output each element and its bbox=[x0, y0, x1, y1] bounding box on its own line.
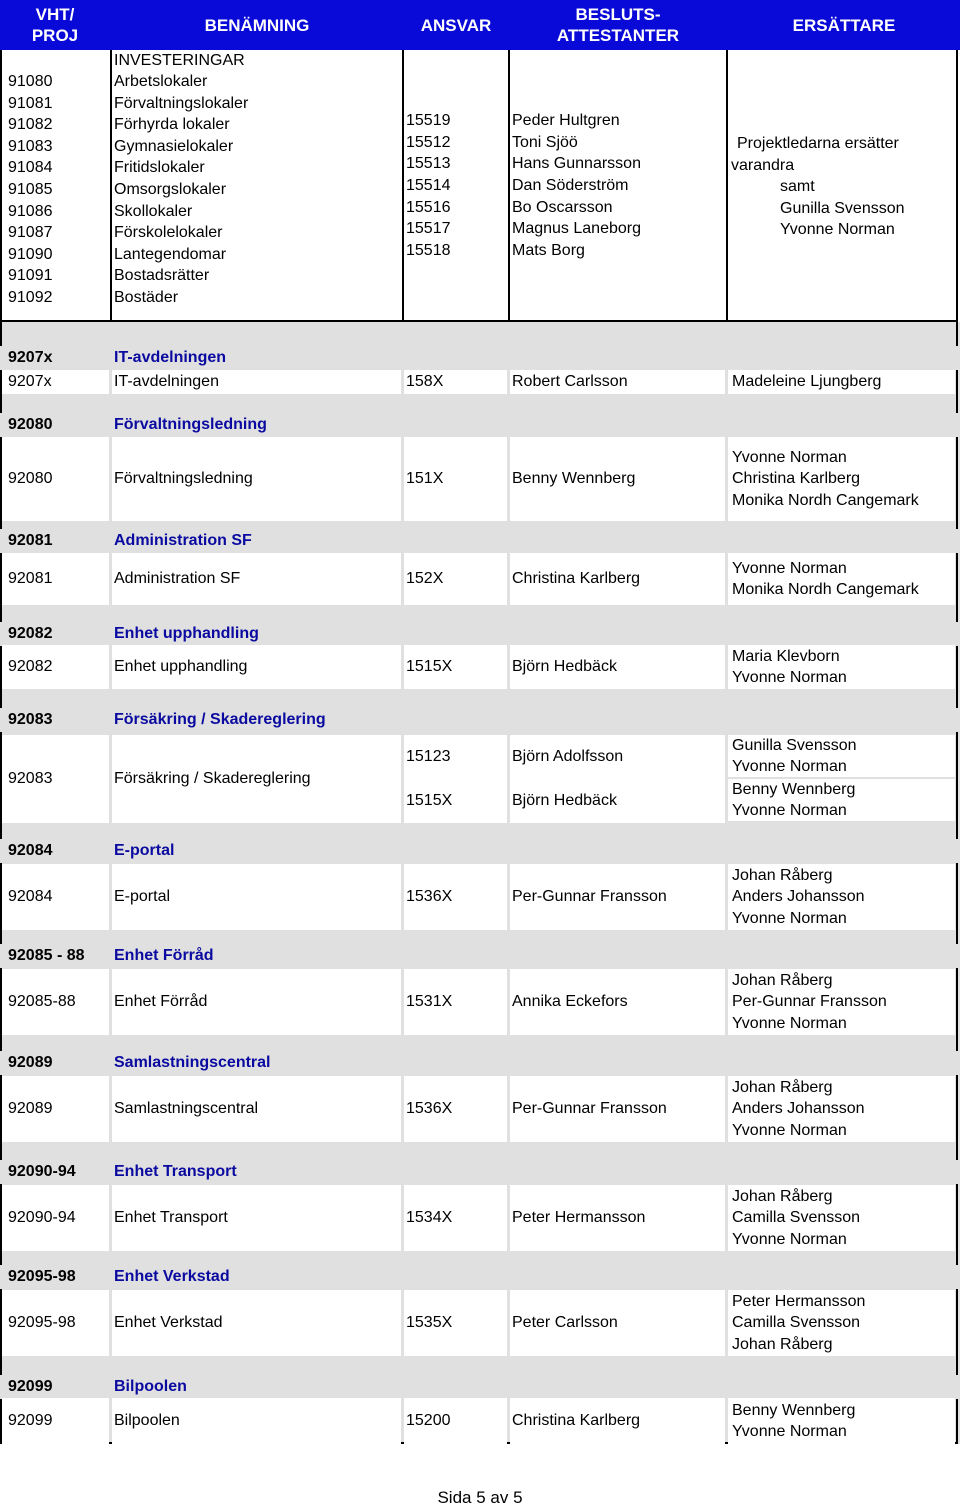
section-name: Enhet Transport bbox=[114, 1163, 237, 1180]
cell-code bbox=[2, 553, 109, 605]
row-code: 92089 bbox=[8, 1100, 53, 1117]
section-row bbox=[0, 553, 960, 605]
row-name: Försäkring / Skadereglering bbox=[114, 770, 311, 787]
divider bbox=[726, 50, 728, 322]
row-name: Enhet Förråd bbox=[114, 993, 208, 1010]
ersattare-name: Madeleine Ljungberg bbox=[732, 373, 882, 391]
cell-ersattare bbox=[728, 1290, 955, 1356]
row-name: IT-avdelningen bbox=[114, 373, 219, 390]
section-name: Enhet Förråd bbox=[114, 947, 214, 964]
row-ansvar: 152X bbox=[406, 570, 444, 587]
table-header bbox=[0, 0, 960, 50]
cell-ersattare bbox=[728, 370, 955, 394]
row-code: 91086 bbox=[8, 202, 53, 220]
header-vht-proj: VHT/ PROJ bbox=[31, 5, 79, 45]
row-attestant: Björn Hedbäck bbox=[512, 658, 617, 675]
row-attestant: Bo Oscarsson bbox=[512, 198, 613, 216]
ersattare-name: Yvonne Norman bbox=[732, 802, 847, 819]
row-attestant: Robert Carlsson bbox=[512, 373, 628, 390]
cell-ansvar bbox=[404, 553, 507, 605]
section-header bbox=[0, 346, 960, 370]
row-ansvar: 1515X bbox=[406, 658, 453, 675]
row-ansvar: 15200 bbox=[406, 1412, 451, 1429]
cell-name bbox=[112, 370, 401, 394]
section-code: 92085 - 88 bbox=[8, 947, 85, 964]
cell-code bbox=[2, 1290, 109, 1356]
section-header bbox=[0, 1160, 960, 1184]
cell-attestant bbox=[510, 1185, 725, 1251]
row-ansvar: 15514 bbox=[406, 177, 451, 194]
row-name: Arbetslokaler bbox=[114, 73, 208, 90]
row-code: 91085 bbox=[8, 181, 53, 198]
row-ansvar: 1515X bbox=[406, 792, 453, 809]
row-code: 91087 bbox=[8, 224, 53, 242]
section-name: Förvaltningsledning bbox=[114, 416, 267, 433]
row-attestant: Toni Sjöö bbox=[512, 133, 578, 151]
row-code: 91081 bbox=[8, 94, 53, 112]
row-name: Förskolelokaler bbox=[114, 224, 223, 242]
section-code: 92089 bbox=[8, 1054, 53, 1071]
section-header bbox=[0, 839, 960, 863]
row-name: Bilpoolen bbox=[114, 1412, 180, 1429]
section-header bbox=[0, 413, 960, 437]
section-name: Enhet Verkstad bbox=[114, 1268, 230, 1285]
section-header bbox=[0, 1375, 960, 1399]
row-name: Omsorgslokaler bbox=[114, 181, 227, 198]
row-name: Enhet upphandling bbox=[114, 658, 248, 675]
ersattare-name: Anders Johansson bbox=[732, 888, 865, 906]
header-benamning: BENÄMNING bbox=[204, 15, 310, 35]
cell-ansvar bbox=[404, 1076, 507, 1142]
row-name: Bostadsrätter bbox=[114, 267, 210, 285]
row-ansvar: 1535X bbox=[406, 1314, 453, 1331]
cell-attestant bbox=[510, 1076, 725, 1142]
section-name: IT-avdelningen bbox=[114, 349, 227, 366]
ersattare-name: Per-Gunnar Fransson bbox=[732, 993, 887, 1011]
row-ansvar: 158X bbox=[406, 373, 444, 390]
divider bbox=[110, 50, 112, 322]
row-ansvar: 151X bbox=[406, 470, 444, 487]
cell-ansvar bbox=[404, 1185, 507, 1251]
ersattare-line: Yvonne Norman bbox=[780, 221, 895, 238]
section-header bbox=[0, 944, 960, 968]
row-ansvar: 15513 bbox=[406, 155, 451, 173]
cell-attestant bbox=[510, 1398, 725, 1444]
cell-attestant bbox=[510, 969, 725, 1035]
row-attestant: Björn Hedbäck bbox=[512, 792, 617, 809]
cell-attestant bbox=[510, 370, 725, 394]
row-code: 91091 bbox=[8, 267, 53, 285]
row-attestant: Christina Karlberg bbox=[512, 1412, 641, 1429]
ersattare-name: Gunilla Svensson bbox=[732, 737, 857, 754]
cell-ansvar bbox=[404, 864, 507, 930]
ersattare-name: Johan Råberg bbox=[732, 1187, 833, 1205]
section-header bbox=[0, 1051, 960, 1075]
row-ansvar: 15518 bbox=[406, 241, 451, 259]
section-row bbox=[0, 969, 960, 1035]
divider bbox=[956, 50, 958, 322]
section-code: 92082 bbox=[8, 625, 53, 642]
cell-ansvar bbox=[404, 1290, 507, 1356]
section-row bbox=[0, 1290, 960, 1356]
row-name: E-portal bbox=[114, 888, 171, 905]
ersattare-name: Yvonne Norman bbox=[732, 1423, 847, 1440]
row-code: 91084 bbox=[8, 159, 53, 177]
section-code: 92084 bbox=[8, 842, 53, 859]
section-code: 92090-94 bbox=[8, 1163, 76, 1180]
section-header bbox=[0, 529, 960, 553]
cell-ansvar bbox=[404, 969, 507, 1035]
ersattare-name: Maria Klevborn bbox=[732, 647, 840, 665]
row-ansvar: 1531X bbox=[406, 993, 453, 1010]
row-code: 91083 bbox=[8, 137, 53, 155]
row-code: 91080 bbox=[8, 73, 53, 90]
row-name: Lantegendomar bbox=[114, 245, 227, 263]
section-row bbox=[0, 1398, 960, 1444]
cell-name bbox=[112, 1076, 401, 1142]
ersattare-name: Johan Råberg bbox=[732, 1078, 833, 1096]
cell-code bbox=[2, 735, 109, 823]
cell-ansvar bbox=[404, 370, 507, 394]
cell-attestant bbox=[510, 553, 725, 605]
cell-name bbox=[112, 553, 401, 605]
cell-ersattare bbox=[728, 437, 955, 521]
header-ersattare: ERSÄTTARE bbox=[792, 15, 896, 35]
ersattare-name: Yvonne Norman bbox=[732, 1014, 847, 1032]
cell-ersattare bbox=[728, 779, 955, 821]
row-name: Gymnasielokaler bbox=[114, 137, 234, 155]
cell-code bbox=[2, 1398, 109, 1444]
cell-code bbox=[2, 1076, 109, 1142]
row-attestant: Christina Karlberg bbox=[512, 570, 641, 587]
row-ansvar: 1536X bbox=[406, 1100, 453, 1117]
cell-ansvar bbox=[404, 779, 507, 823]
row-code: 92099 bbox=[8, 1412, 53, 1429]
ersattare-name: Johan Råberg bbox=[732, 1335, 833, 1353]
row-code: 92081 bbox=[8, 570, 53, 587]
cell-name bbox=[112, 645, 401, 689]
cell-ersattare bbox=[728, 1398, 955, 1444]
section-row bbox=[0, 1076, 960, 1142]
row-name: Förvaltningslokaler bbox=[114, 94, 249, 112]
row-name: Förhyrda lokaler bbox=[114, 116, 230, 134]
section-header bbox=[0, 1265, 960, 1289]
ersattare-name: Yvonne Norman bbox=[732, 1230, 847, 1248]
section-name: Administration SF bbox=[114, 532, 252, 549]
row-attestant: Benny Wennberg bbox=[512, 470, 636, 487]
cell-code bbox=[2, 645, 109, 689]
section-name: Försäkring / Skadereglering bbox=[114, 711, 326, 728]
cell-ersattare bbox=[728, 1185, 955, 1251]
section-name: E-portal bbox=[114, 842, 175, 859]
row-attestant: Annika Eckefors bbox=[512, 993, 628, 1010]
ersattare-name: Yvonne Norman bbox=[732, 559, 847, 577]
row-ansvar: 1534X bbox=[406, 1209, 453, 1226]
section-row bbox=[0, 370, 960, 394]
section-name: Samlastningscentral bbox=[114, 1054, 271, 1071]
cell-ersattare bbox=[728, 864, 955, 930]
cell-name bbox=[112, 864, 401, 930]
row-ansvar: 1536X bbox=[406, 888, 453, 905]
row-code: 91082 bbox=[8, 116, 53, 134]
ersattare-name: Peter Hermansson bbox=[732, 1292, 866, 1310]
row-attestant: Magnus Laneborg bbox=[512, 220, 641, 238]
investments-block bbox=[0, 50, 960, 322]
row-name: Administration SF bbox=[114, 570, 241, 587]
section-name: Bilpoolen bbox=[114, 1378, 187, 1395]
divider bbox=[402, 50, 404, 322]
row-ansvar: 15123 bbox=[406, 748, 451, 765]
cell-ersattare bbox=[728, 969, 955, 1035]
cell-name bbox=[112, 1398, 401, 1444]
section-row bbox=[0, 864, 960, 930]
ersattare-name: Camilla Svensson bbox=[732, 1314, 861, 1332]
cell-code bbox=[2, 969, 109, 1035]
row-attestant: Björn Adolfsson bbox=[512, 748, 624, 765]
ersattare-name: Anders Johansson bbox=[732, 1100, 865, 1118]
header-ansvar: ANSVAR bbox=[420, 15, 492, 35]
row-name: Förvaltningsledning bbox=[114, 470, 253, 487]
cell-attestant bbox=[510, 735, 725, 779]
row-attestant: Hans Gunnarsson bbox=[512, 155, 641, 173]
cell-code bbox=[2, 437, 109, 521]
cell-ersattare bbox=[728, 1076, 955, 1142]
cell-ansvar bbox=[404, 645, 507, 689]
ersattare-name: Yvonne Norman bbox=[732, 909, 847, 927]
cell-attestant bbox=[510, 779, 725, 823]
section-row bbox=[0, 1185, 960, 1251]
ersattare-name: Johan Råberg bbox=[732, 971, 833, 989]
cell-name bbox=[112, 969, 401, 1035]
cell-ansvar bbox=[404, 437, 507, 521]
row-attestant: Per-Gunnar Fransson bbox=[512, 1100, 667, 1117]
ersattare-name: Yvonne Norman bbox=[732, 669, 847, 686]
ersattare-line: samt bbox=[780, 178, 815, 195]
cell-ansvar bbox=[404, 1398, 507, 1444]
cell-name bbox=[112, 1185, 401, 1251]
cell-ersattare bbox=[728, 735, 955, 777]
header-attestanter: BESLUTS- ATTESTANTER bbox=[556, 5, 680, 45]
ersattare-name: Monika Nordh Cangemark bbox=[732, 491, 919, 509]
ersattare-name: Benny Wennberg bbox=[732, 1401, 856, 1419]
divider bbox=[508, 50, 510, 322]
row-ansvar: 15516 bbox=[406, 198, 451, 216]
row-name: Skollokaler bbox=[114, 202, 193, 220]
row-attestant: Dan Söderström bbox=[512, 177, 629, 194]
section-code: 92081 bbox=[8, 532, 53, 549]
section-code: 92099 bbox=[8, 1378, 53, 1395]
section-header bbox=[0, 708, 960, 732]
section-row bbox=[0, 735, 960, 823]
row-name: Enhet Transport bbox=[114, 1209, 228, 1226]
row-name: Samlastningscentral bbox=[114, 1100, 259, 1117]
row-code: 92083 bbox=[8, 770, 53, 787]
cell-code bbox=[2, 864, 109, 930]
row-attestant: Peter Carlsson bbox=[512, 1314, 618, 1331]
cell-code bbox=[2, 1185, 109, 1251]
row-ansvar: 15512 bbox=[406, 133, 451, 151]
cell-ansvar bbox=[404, 735, 507, 779]
section-code: 9207x bbox=[8, 349, 53, 366]
row-code: 92095-98 bbox=[8, 1314, 76, 1331]
cell-name bbox=[112, 437, 401, 521]
row-ansvar: 15517 bbox=[406, 220, 451, 238]
row-code: 9207x bbox=[8, 373, 52, 390]
cell-ersattare bbox=[728, 553, 955, 605]
ersattare-name: Yvonne Norman bbox=[732, 1121, 847, 1139]
cell-attestant bbox=[510, 645, 725, 689]
row-code: 91090 bbox=[8, 245, 53, 263]
ersattare-name: Benny Wennberg bbox=[732, 781, 856, 798]
row-code: 92085-88 bbox=[8, 993, 76, 1010]
section-header bbox=[0, 622, 960, 646]
cell-attestant bbox=[510, 864, 725, 930]
section-row bbox=[0, 645, 960, 689]
section-row bbox=[0, 437, 960, 521]
row-name: Fritidslokaler bbox=[114, 159, 205, 177]
cell-code bbox=[2, 370, 109, 394]
section-code: 92083 bbox=[8, 711, 53, 728]
row-attestant: Per-Gunnar Fransson bbox=[512, 888, 667, 905]
ersattare-name: Christina Karlberg bbox=[732, 470, 861, 488]
cell-ersattare bbox=[728, 645, 955, 689]
section-code: 92080 bbox=[8, 416, 53, 433]
ersattare-name: Yvonne Norman bbox=[732, 448, 847, 466]
page-footer: Sida 5 av 5 bbox=[437, 1488, 523, 1507]
ersattare-name: Monika Nordh Cangemark bbox=[732, 581, 919, 598]
row-attestant: Mats Borg bbox=[512, 241, 585, 259]
ersattare-name: Johan Råberg bbox=[732, 866, 833, 884]
ersattare-name: Camilla Svensson bbox=[732, 1209, 861, 1227]
ersattare-name: Yvonne Norman bbox=[732, 758, 847, 775]
cell-name bbox=[112, 1290, 401, 1356]
cell-attestant bbox=[510, 1290, 725, 1356]
row-attestant: Peder Hultgren bbox=[512, 112, 620, 130]
ersattare-line: Gunilla Svensson bbox=[780, 200, 905, 217]
ersattare-line: varandra bbox=[731, 157, 795, 174]
cell-attestant bbox=[510, 437, 725, 521]
row-code: 92080 bbox=[8, 470, 53, 487]
row-ansvar: 15519 bbox=[406, 112, 451, 130]
row-name: Bostäder bbox=[114, 289, 179, 306]
row-name: Enhet Verkstad bbox=[114, 1314, 223, 1331]
investments-title: INVESTERINGAR bbox=[114, 52, 245, 69]
row-code: 91092 bbox=[8, 289, 53, 306]
row-code: 92084 bbox=[8, 888, 53, 905]
row-code: 92082 bbox=[8, 658, 53, 675]
row-attestant: Peter Hermansson bbox=[512, 1209, 646, 1226]
cell-name bbox=[112, 735, 401, 823]
ersattare-line: Projektledarna ersätter bbox=[737, 135, 899, 152]
section-code: 92095-98 bbox=[8, 1268, 76, 1285]
section-name: Enhet upphandling bbox=[114, 625, 259, 642]
divider bbox=[0, 50, 2, 322]
row-code: 92090-94 bbox=[8, 1209, 76, 1226]
